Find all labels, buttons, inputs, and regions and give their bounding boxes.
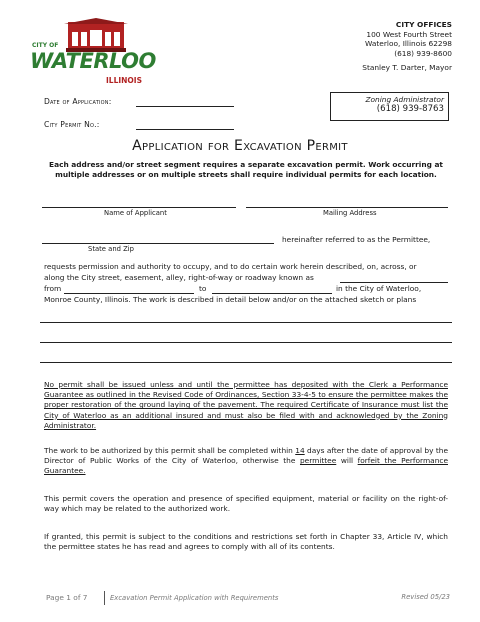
date-of-application-label: Date of Application: bbox=[44, 97, 112, 106]
zoning-phone: (618) 939-8763 bbox=[376, 104, 444, 114]
hereinafter-text: hereinafter referred to as the Permittee, bbox=[282, 235, 431, 244]
intro-notice: Each address and/or street segment requires a separate excavation permit. Work occurring at multiple addresses or on multiple streets shall require individual permits for each location. bbox=[49, 160, 443, 179]
zoning-administrator-box bbox=[330, 92, 449, 121]
logo-city-of: CITY OF bbox=[32, 42, 59, 49]
to-label: to bbox=[199, 284, 207, 293]
description-line-2[interactable] bbox=[40, 342, 452, 343]
offices-address-line1: 100 West Fourth Street bbox=[366, 29, 452, 39]
description-line-3[interactable] bbox=[40, 362, 452, 363]
state-zip-caption: State and Zip bbox=[88, 245, 134, 253]
zoning-title: Zoning Administrator bbox=[365, 95, 444, 104]
state-zip-field[interactable] bbox=[42, 243, 274, 244]
completion-days: 14 bbox=[295, 446, 305, 455]
request-line1: requests permission and authority to occupy, and to do certain work herein described, on, across, or bbox=[44, 262, 417, 271]
applicant-name-field[interactable] bbox=[42, 207, 236, 208]
name-of-applicant-caption: Name of Applicant bbox=[104, 209, 167, 217]
completion-text-3: will bbox=[336, 456, 358, 466]
footer-page-number: Page 1 of 7 bbox=[46, 593, 88, 602]
city-permit-label: City Permit No.: bbox=[44, 120, 100, 129]
description-line-1[interactable] bbox=[40, 322, 452, 323]
page-title: Application for Excavation Permit bbox=[132, 138, 348, 154]
performance-guarantee-text: No permit shall be issued unless and until the permittee has deposited with the Clerk a Performance Guarantee as outlined in the Revised Code of Ordinances, Section 33-4-5 to ensure the permittee makes the proper restoration of the ground laying of the pavement. The required Certificate of Insurance must list the City of Waterloo as an additional insured and must also be filed with and acknowledged by the Zoning Administrator. bbox=[44, 380, 448, 430]
mailing-address-caption: Mailing Address bbox=[323, 209, 377, 217]
city-offices-block bbox=[365, 20, 452, 58]
mailing-address-field[interactable] bbox=[246, 207, 448, 208]
conditions-paragraph: If granted, this permit is subject to the conditions and restrictions set forth in Chapter 33, Article IV, which the permittee states he has read and agrees to comply with all of its contents. bbox=[44, 532, 448, 552]
from-label: from bbox=[44, 284, 62, 293]
mayor-name: Stanley T. Darter, Mayor bbox=[362, 63, 452, 72]
city-of-text: in the City of Waterloo, bbox=[336, 284, 422, 293]
offices-address-line2: Waterloo, Illinois 62298 bbox=[365, 39, 452, 49]
logo-name: WATERLOO bbox=[30, 49, 156, 73]
coverage-paragraph: This permit covers the operation and presence of specified equipment, material or facility on the right-of-way which may be related to the authorized work. bbox=[44, 494, 448, 514]
city-permit-field[interactable] bbox=[136, 129, 234, 130]
completion-paragraph bbox=[44, 446, 448, 477]
completion-text-4: the Performance Guarantee. bbox=[44, 456, 448, 476]
from-field[interactable] bbox=[64, 293, 194, 294]
offices-heading: CITY OFFICES bbox=[395, 20, 452, 29]
offices-phone: (618) 939-8600 bbox=[394, 48, 452, 58]
to-field[interactable] bbox=[212, 293, 332, 294]
request-line4: Monroe County, Illinois. The work is described in detail below and/or on the attached sketch or plans bbox=[44, 295, 417, 304]
footer-divider bbox=[104, 591, 105, 605]
city-logo bbox=[28, 18, 158, 90]
logo-state: ILLINOIS bbox=[106, 76, 142, 85]
completion-text-1: The work to be authorized by this permit shall be completed within bbox=[44, 446, 296, 455]
footer-document-name: Excavation Permit Application with Requirements bbox=[110, 594, 279, 602]
street-name-field[interactable] bbox=[340, 282, 448, 283]
completion-text-2: days after the date of approval by the Director of Public Works of the City of Waterloo, otherwise the bbox=[44, 446, 448, 466]
date-of-application-field[interactable] bbox=[136, 106, 234, 107]
footer-revised: Revised 05/23 bbox=[401, 593, 450, 601]
completion-forfeit: forfeit bbox=[357, 456, 380, 466]
completion-permittee: permittee bbox=[299, 456, 337, 466]
request-line2: along the City street, easement, alley, right-of-way or roadway known as bbox=[44, 273, 314, 282]
